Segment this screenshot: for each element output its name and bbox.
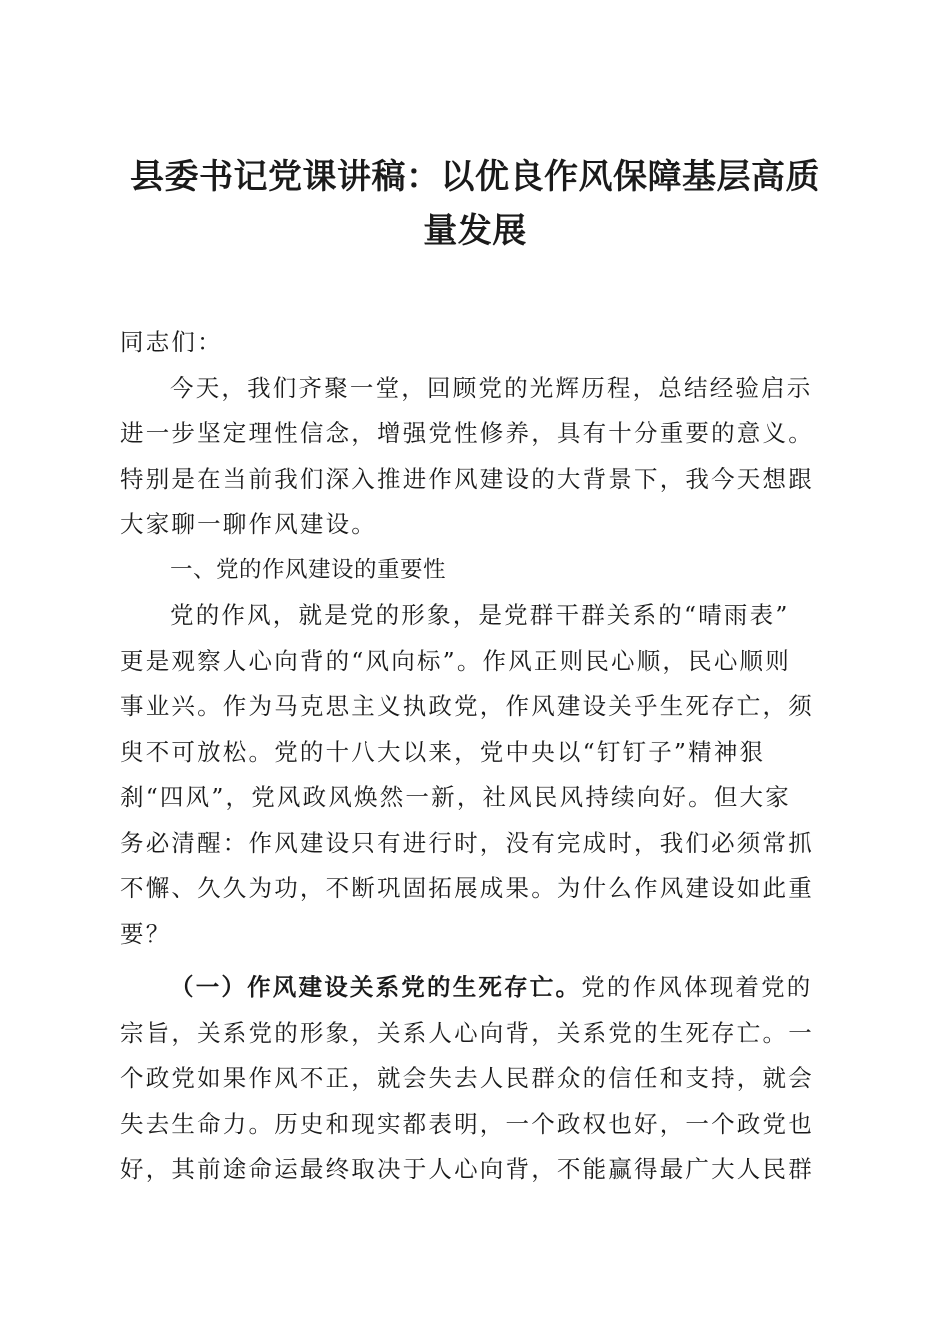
salutation: 同志们：	[120, 328, 223, 356]
section-line-8: 要？	[120, 919, 172, 948]
subsection-heading: （一）作风建设关系党的生死存亡。	[170, 973, 582, 1001]
subsection-line-5: 好，其前途命运最终取决于人心向背，不能赢得最广大人民群	[120, 1155, 814, 1183]
title-line-2: 量发展	[423, 211, 527, 251]
section-line-5: 刹“四风”，党风政风焕然一新，社风民风持续向好。但大家	[120, 783, 791, 811]
section-heading: 一、党的作风建设的重要性	[170, 556, 447, 583]
section-line-1: 党的作风，就是党的形象，是党群干群关系的“晴雨表”	[170, 601, 790, 629]
title-line-1: 县委书记党课讲稿：以优良作风保障基层高质	[130, 157, 820, 197]
section-line-4: 臾不可放松。党的十八大以来，党中央以“钉钉子”精神狠	[120, 737, 766, 766]
section-line-3: 事业兴。作为马克思主义执政党，作风建设关乎生死存亡，须	[120, 692, 814, 720]
section-line-6: 务必清醒：作风建设只有进行时，没有完成时，我们必须常抓	[120, 828, 814, 857]
subsection-line-2: 宗旨，关系党的形象，关系人心向背，关系党的生死存亡。一	[120, 1018, 814, 1047]
subsection-line-3: 个政党如果作风不正，就会失去人民群众的信任和支持，就会	[120, 1064, 814, 1092]
intro-line-4: 大家聊一聊作风建设。	[120, 510, 377, 538]
section-line-7: 不懈、久久为功，不断巩固拓展成果。为什么作风建设如此重	[120, 874, 814, 902]
intro-line-1: 今天，我们齐聚一堂，回顾党的光辉历程，总结经验启示	[170, 373, 813, 402]
document-body	[120, 320, 832, 1193]
subsection-line-1	[120, 965, 832, 1011]
paragraph-gap	[120, 957, 832, 965]
subsection-line-1-rest: 党的作风体现着党的	[581, 973, 813, 1001]
subsection-line-4: 失去生命力。历史和现实都表明，一个政权也好，一个政党也	[120, 1109, 814, 1138]
intro-line-3: 特别是在当前我们深入推进作风建设的大背景下，我今天想跟	[120, 464, 814, 493]
page-title	[110, 150, 840, 258]
section-line-2: 更是观察人心向背的“风向标”。作风正则民心顺，民心顺则	[120, 646, 791, 675]
intro-line-2: 进一步坚定理性信念，增强党性修养，具有十分重要的意义。	[120, 419, 814, 447]
